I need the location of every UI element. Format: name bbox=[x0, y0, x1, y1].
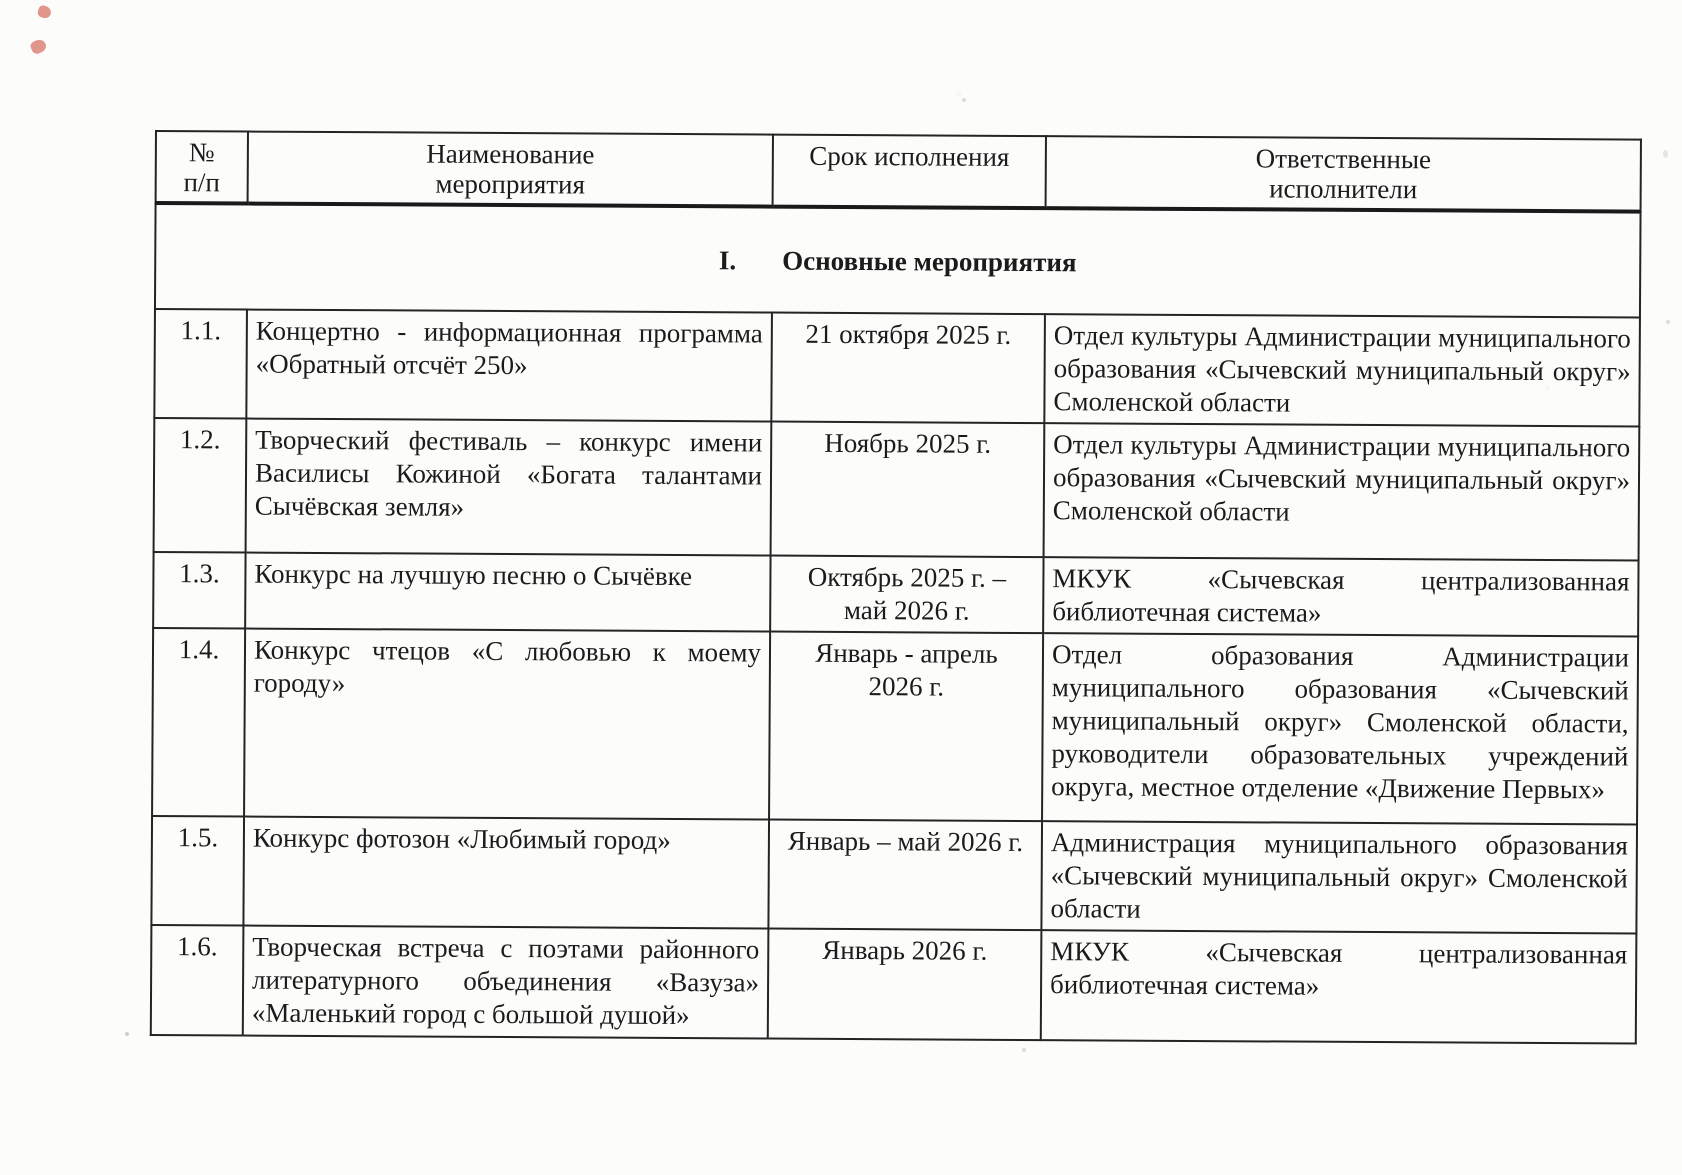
section-heading bbox=[155, 203, 1641, 318]
events-plan-table bbox=[150, 130, 1642, 1045]
scan-speck bbox=[1022, 1048, 1026, 1052]
section-row bbox=[155, 203, 1641, 318]
row-number-cell: 1.6. bbox=[151, 925, 244, 1036]
row-number-cell: 1.4. bbox=[152, 628, 245, 817]
term-cell: Январь - апрель 2026 г. bbox=[769, 632, 1043, 822]
term-cell: Январь – май 2026 г. bbox=[768, 820, 1042, 931]
scan-speck bbox=[1663, 150, 1668, 158]
table-row bbox=[154, 309, 1640, 427]
section-numeral: I. bbox=[718, 245, 737, 276]
col-header-responsible: Ответственные исполнители bbox=[1046, 136, 1641, 211]
scan-speck bbox=[1666, 320, 1670, 324]
table-row bbox=[152, 628, 1638, 825]
red-pen-mark bbox=[36, 4, 52, 19]
table-row bbox=[151, 925, 1637, 1044]
table-row bbox=[154, 418, 1640, 561]
responsible-cell: Администрация муниципального образования «Сычевский муниципальный округ» Смоленской области bbox=[1041, 821, 1637, 933]
row-number-cell: 1.3. bbox=[153, 552, 245, 629]
col-header-term: Срок исполнения bbox=[773, 135, 1046, 209]
event-name-cell: Концертно - информационная программа «Обратный отсчёт 250» bbox=[246, 310, 772, 422]
event-name-cell: Конкурс на лучшую песню о Сычёвке bbox=[245, 553, 770, 632]
event-name-cell: Конкурс фотозон «Любимый город» bbox=[243, 817, 769, 929]
term-cell: Январь 2026 г. bbox=[768, 929, 1042, 1041]
row-number-cell: 1.1. bbox=[154, 309, 247, 419]
table-row bbox=[153, 552, 1638, 637]
scan-speck bbox=[125, 1032, 129, 1036]
section-title: Основные мероприятия bbox=[782, 245, 1077, 278]
table-header-row bbox=[156, 131, 1641, 212]
term-cell: Октябрь 2025 г. – май 2026 г. bbox=[770, 556, 1043, 634]
col-header-event-name: Наименование мероприятия bbox=[248, 132, 773, 207]
table-row bbox=[151, 816, 1637, 934]
term-cell: Ноябрь 2025 г. bbox=[771, 422, 1045, 558]
event-name-cell: Конкурс чтецов «С любовью к моему городу» bbox=[244, 629, 770, 820]
event-name-cell: Творческая встреча с поэтами районного литературного объединения «Вазуза» «Маленький город с большой душой» bbox=[243, 926, 769, 1039]
responsible-cell: МКУК «Сычевская централизованная библиотечная система» bbox=[1041, 930, 1637, 1043]
row-number-cell: 1.5. bbox=[151, 816, 244, 926]
event-name-cell: Творческий фестиваль – конкурс имени Василисы Кожиной «Богата талантами Сычёвская земля» bbox=[246, 419, 772, 556]
responsible-cell: Отдел культуры Администрации муниципального образования «Сычевский муниципальный округ» Смоленской области bbox=[1044, 423, 1640, 560]
responsible-cell: МКУК «Сычевская централизованная библиотечная система» bbox=[1043, 557, 1638, 636]
scan-speck bbox=[962, 98, 966, 102]
red-pen-mark bbox=[29, 38, 48, 56]
row-number-cell: 1.2. bbox=[154, 418, 247, 553]
responsible-cell: Отдел культуры Администрации муниципального образования «Сычевский муниципальный округ» Смоленской области bbox=[1044, 314, 1640, 426]
col-header-number: № п/п bbox=[156, 131, 248, 204]
term-cell: 21 октября 2025 г. bbox=[771, 313, 1045, 424]
responsible-cell: Отдел образования Администрации муниципального образования «Сычевский муниципальный округ» Смоленской области, руководители образовательных учреждений округа, местное отделение «Движение Первых» bbox=[1042, 633, 1638, 824]
